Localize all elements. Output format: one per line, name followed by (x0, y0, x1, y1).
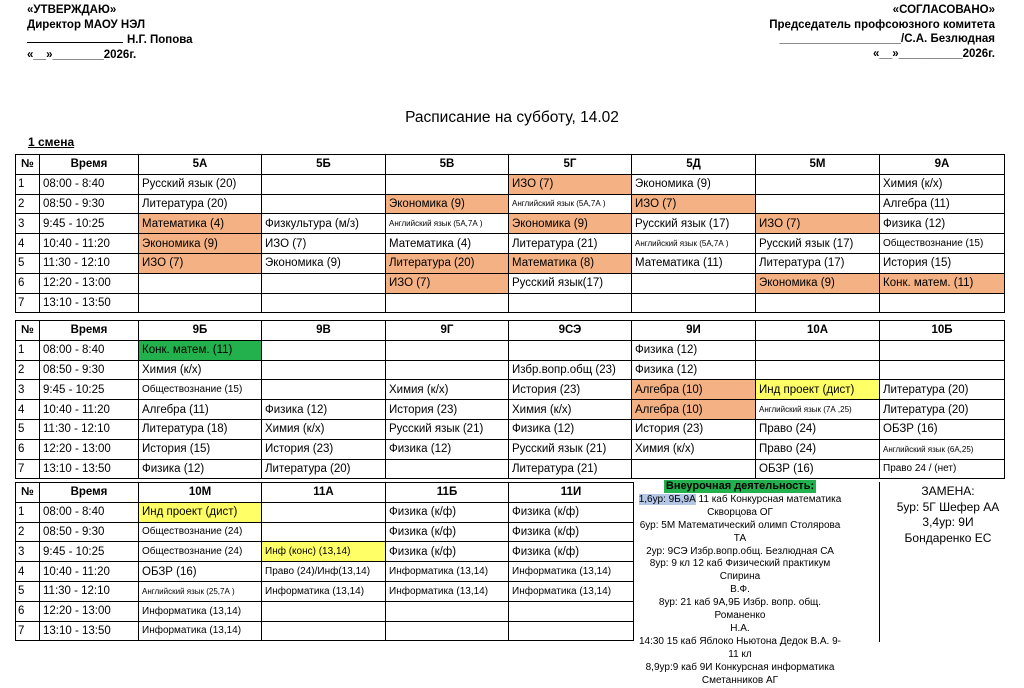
header-class: 10Б (880, 321, 1005, 341)
extracurricular-line: 14:30 15 каб Яблоко Ньютона Дедок В.А. 9-11 кл (638, 635, 842, 660)
lesson-cell: Химия (к/х) (509, 400, 632, 420)
lesson-cell: Литература (20) (880, 400, 1005, 420)
page-title: Расписание на субботу, 14.02 (405, 109, 619, 126)
lesson-cell: История (15) (880, 253, 1005, 273)
lesson-cell: Алгебра (10) (632, 380, 756, 400)
lesson-cell: Избр.вопр.общ (23) (509, 360, 632, 380)
lesson-cell (139, 293, 262, 313)
lesson-number: 1 (16, 340, 40, 360)
header-class: 5Б (262, 155, 386, 175)
table-row (16, 459, 1005, 479)
lesson-cell: Физика (12) (509, 419, 632, 439)
lesson-cell: История (23) (262, 439, 386, 459)
header-time: Время (40, 483, 139, 503)
lesson-cell (756, 293, 880, 313)
lesson-time: 9:45 - 10:25 (40, 214, 139, 234)
table-row (16, 581, 634, 601)
lesson-cell: Литература (21) (509, 459, 632, 479)
table-row (16, 234, 1005, 254)
lesson-time: 10:40 - 11:20 (40, 562, 139, 582)
lesson-cell: Русский язык(17) (509, 273, 632, 293)
lesson-number: 5 (16, 581, 40, 601)
table-header-row (16, 321, 1005, 341)
lesson-cell: Химия (к/х) (632, 439, 756, 459)
lesson-time: 11:30 - 12:10 (40, 253, 139, 273)
extracurricular-line: 8ур: 21 каб 9А,9Б Избр. вопр. общ. Романенко (658, 597, 822, 622)
lesson-number: 7 (16, 459, 40, 479)
extracurricular-line: 8ур: 9 кл 12 каб Физический практикум Спирина (649, 558, 831, 583)
lesson-cell: Математика (8) (509, 253, 632, 273)
lesson-cell: ОБЗР (16) (756, 459, 880, 479)
header-class: 5М (756, 155, 880, 175)
lesson-cell (386, 293, 509, 313)
lesson-time: 9:45 - 10:25 (40, 380, 139, 400)
substitution-line: 5ур: 5Г Шефер АА (896, 499, 1000, 514)
lesson-cell: Английский язык (5А,7А ) (509, 194, 632, 214)
lesson-cell (880, 293, 1005, 313)
header-class: 5Д (632, 155, 756, 175)
table-row (16, 293, 1005, 313)
lesson-cell: Информатика (13,14) (262, 581, 386, 601)
lesson-cell: Информатика (13,14) (139, 621, 262, 641)
lesson-cell: Экономика (9) (509, 214, 632, 234)
lesson-cell (386, 174, 509, 194)
header-number: № (16, 483, 40, 503)
lesson-cell: Физика (к/ф) (386, 542, 509, 562)
lesson-cell: ИЗО (7) (386, 273, 509, 293)
extracurricular-line: Сметанников АГ (701, 674, 779, 686)
lesson-cell: Математика (4) (139, 214, 262, 234)
lesson-cell (756, 340, 880, 360)
lesson-number: 3 (16, 214, 40, 234)
header-class: 9А (880, 155, 1005, 175)
lesson-time: 13:10 - 13:50 (40, 621, 139, 641)
extracurricular-highlight: 1,6ур: 9Б,9А (638, 493, 696, 505)
header-number: № (16, 321, 40, 341)
lesson-cell: История (23) (386, 400, 509, 420)
lesson-cell: Физика (к/ф) (509, 522, 634, 542)
lesson-cell: Экономика (9) (386, 194, 509, 214)
lesson-cell (262, 621, 386, 641)
lesson-cell: Английский язык (5А,7А ) (386, 214, 509, 234)
lesson-cell: Экономика (9) (756, 273, 880, 293)
lesson-cell: Информатика (13,14) (386, 562, 509, 582)
table-row (16, 562, 634, 582)
lesson-cell: Химия (к/х) (880, 174, 1005, 194)
lesson-cell: Физика (12) (632, 340, 756, 360)
lesson-cell: Химия (к/х) (386, 380, 509, 400)
lesson-cell (632, 459, 756, 479)
lesson-number: 7 (16, 621, 40, 641)
lesson-cell: Право (24) (756, 439, 880, 459)
header-class: 10М (139, 483, 262, 503)
lesson-time: 13:10 - 13:50 (40, 459, 139, 479)
agreement-position: Председатель профсоюзного комитета (769, 18, 995, 31)
lesson-cell: Экономика (9) (139, 234, 262, 254)
lesson-time: 12:20 - 13:00 (40, 439, 139, 459)
lesson-cell (262, 293, 386, 313)
lesson-number: 4 (16, 400, 40, 420)
header-class: 11А (262, 483, 386, 503)
lesson-cell: ОБЗР (16) (880, 419, 1005, 439)
lesson-cell: История (23) (632, 419, 756, 439)
table-row (16, 380, 1005, 400)
table-row (16, 174, 1005, 194)
shift-label: 1 смена (28, 135, 75, 149)
lesson-cell: Физика (12) (386, 439, 509, 459)
lesson-cell: Химия (к/х) (139, 360, 262, 380)
agreement-date: «__»__________2026г. (873, 47, 995, 60)
lesson-cell: Литература (21) (509, 234, 632, 254)
lesson-cell: ОБЗР (16) (139, 562, 262, 582)
lesson-cell: Инд проект (дист) (756, 380, 880, 400)
lesson-number: 2 (16, 360, 40, 380)
lesson-cell: История (23) (509, 380, 632, 400)
header-class: 9И (632, 321, 756, 341)
lesson-cell: Физкультура (м/з) (262, 214, 386, 234)
lesson-number: 5 (16, 253, 40, 273)
table-row (16, 340, 1005, 360)
lesson-number: 3 (16, 542, 40, 562)
header-number: № (16, 155, 40, 175)
lesson-cell: Экономика (9) (632, 174, 756, 194)
header-class: 11И (509, 483, 634, 503)
lesson-cell (509, 601, 634, 621)
lesson-cell: Литература (20) (262, 459, 386, 479)
lesson-time: 08:00 - 8:40 (40, 340, 139, 360)
lesson-time: 08:50 - 9:30 (40, 522, 139, 542)
lesson-time: 10:40 - 11:20 (40, 400, 139, 420)
lesson-cell (509, 621, 634, 641)
lesson-number: 6 (16, 601, 40, 621)
schedule-table-grades-5-9a (15, 154, 1005, 313)
lesson-cell: Русский язык (20) (139, 174, 262, 194)
lesson-cell: Математика (11) (632, 253, 756, 273)
lesson-time: 08:00 - 8:40 (40, 174, 139, 194)
lesson-cell: Право 24 / (нет) (880, 459, 1005, 479)
lesson-cell (386, 360, 509, 380)
lesson-cell: Английский язык (5А,7А ) (632, 234, 756, 254)
lesson-cell (509, 340, 632, 360)
lesson-cell: Физика (к/ф) (509, 542, 634, 562)
table-row (16, 439, 1005, 459)
lesson-cell: Русский язык (21) (509, 439, 632, 459)
table-row (16, 601, 634, 621)
lesson-cell: ИЗО (7) (139, 253, 262, 273)
extracurricular-line: Скворцова ОГ (707, 506, 773, 518)
lesson-cell (632, 293, 756, 313)
lesson-time: 9:45 - 10:25 (40, 542, 139, 562)
extracurricular-line: 2ур: 9СЭ Избр.вопр.общ. Безлюдная СА (646, 545, 834, 557)
extracurricular-line: Н.А. (730, 622, 750, 634)
lesson-cell: Физика (12) (262, 400, 386, 420)
lesson-cell (509, 293, 632, 313)
lesson-cell: ИЗО (7) (262, 234, 386, 254)
lesson-cell: Английский язык (7А ,25) (756, 400, 880, 420)
lesson-cell (262, 522, 386, 542)
lesson-cell: Русский язык (17) (632, 214, 756, 234)
schedule-table-grades-9b-10b (15, 320, 1005, 479)
approval-block (27, 3, 193, 62)
lesson-cell (756, 194, 880, 214)
lesson-cell (386, 340, 509, 360)
lesson-cell: ИЗО (7) (756, 214, 880, 234)
lesson-cell (262, 340, 386, 360)
header-time: Время (40, 321, 139, 341)
lesson-time: 08:00 - 8:40 (40, 502, 139, 522)
substitution-title: ЗАМЕНА: (921, 484, 975, 498)
lesson-cell: Физика (к/ф) (386, 502, 509, 522)
lesson-cell: Право (24)/Инф(13,14) (262, 562, 386, 582)
substitution-notes (878, 484, 1018, 546)
header-class: 9Г (386, 321, 509, 341)
header-class: 9Б (139, 321, 262, 341)
substitution-line: 3,4ур: 9И (922, 515, 974, 529)
lesson-number: 2 (16, 522, 40, 542)
lesson-cell: История (15) (139, 439, 262, 459)
lesson-cell: Конк. матем. (11) (880, 273, 1005, 293)
table-row (16, 542, 634, 562)
lesson-cell (880, 360, 1005, 380)
table-row (16, 502, 634, 522)
header-class: 5А (139, 155, 262, 175)
lesson-time: 10:40 - 11:20 (40, 234, 139, 254)
lesson-number: 6 (16, 273, 40, 293)
lesson-cell: Физика (12) (880, 214, 1005, 234)
lesson-cell: Физика (к/ф) (386, 522, 509, 542)
lesson-cell (756, 174, 880, 194)
lesson-cell: Инд проект (дист) (139, 502, 262, 522)
lesson-cell: Математика (4) (386, 234, 509, 254)
extracurricular-line: В.Ф. (730, 584, 750, 596)
lesson-cell (756, 360, 880, 380)
table-row (16, 522, 634, 542)
lesson-cell (262, 360, 386, 380)
approval-label: «УТВЕРЖДАЮ» (27, 4, 117, 16)
schedule-table-grades-10m-11i (15, 482, 634, 641)
signature-line (27, 32, 123, 43)
lesson-time: 13:10 - 13:50 (40, 293, 139, 313)
lesson-number: 5 (16, 419, 40, 439)
header-class: 9СЭ (509, 321, 632, 341)
lesson-cell: Английский язык (25,7А ) (139, 581, 262, 601)
lesson-cell (880, 340, 1005, 360)
lesson-cell: ИЗО (7) (509, 174, 632, 194)
lesson-time: 08:50 - 9:30 (40, 360, 139, 380)
extracurricular-notes (635, 480, 845, 688)
lesson-time: 12:20 - 13:00 (40, 601, 139, 621)
lesson-number: 7 (16, 293, 40, 313)
lesson-time: 11:30 - 12:10 (40, 581, 139, 601)
table-row (16, 360, 1005, 380)
approval-year: 2026г. (103, 48, 137, 61)
lesson-cell: Литература (20) (139, 194, 262, 214)
table-row (16, 400, 1005, 420)
lesson-number: 1 (16, 174, 40, 194)
header-class: 5Г (509, 155, 632, 175)
lesson-cell (262, 194, 386, 214)
lesson-cell (262, 174, 386, 194)
table-row (16, 419, 1005, 439)
extracurricular-title: Внеурочная деятельность: (665, 480, 815, 492)
lesson-cell: Физика (12) (139, 459, 262, 479)
agreement-name: ___________________/С.А. Безлюдная (779, 33, 995, 45)
lesson-cell: Литература (17) (756, 253, 880, 273)
lesson-cell: Алгебра (11) (139, 400, 262, 420)
lesson-number: 2 (16, 194, 40, 214)
lesson-cell (632, 273, 756, 293)
lesson-cell: Английский язык (6А,25) (880, 439, 1005, 459)
approval-name: Н.Г. Попова (127, 34, 193, 46)
lesson-number: 1 (16, 502, 40, 522)
lesson-cell (262, 601, 386, 621)
agreement-block (769, 3, 995, 61)
header-class: 5В (386, 155, 509, 175)
lesson-cell: Обществознание (24) (139, 542, 262, 562)
lesson-cell: Право (24) (756, 419, 880, 439)
table-row (16, 194, 1005, 214)
lesson-cell (386, 601, 509, 621)
lesson-cell (139, 273, 262, 293)
header-class: 9В (262, 321, 386, 341)
lesson-cell (386, 621, 509, 641)
lesson-cell (262, 502, 386, 522)
lesson-cell (262, 273, 386, 293)
lesson-cell: Литература (20) (386, 253, 509, 273)
lesson-cell: Алгебра (10) (632, 400, 756, 420)
extracurricular-line: 11 каб Конкурсная математика (695, 493, 842, 505)
header-time: Время (40, 155, 139, 175)
lesson-number: 6 (16, 439, 40, 459)
approval-date: «__»________ (27, 48, 104, 61)
lesson-cell (262, 380, 386, 400)
lesson-cell: Конк. матем. (11) (139, 340, 262, 360)
approval-position: Директор МАОУ НЭЛ (27, 18, 146, 31)
header-class: 10А (756, 321, 880, 341)
lesson-time: 12:20 - 13:00 (40, 273, 139, 293)
agreement-label: «СОГЛАСОВАНО» (892, 4, 995, 16)
lesson-cell: Литература (18) (139, 419, 262, 439)
lesson-cell: Русский язык (17) (756, 234, 880, 254)
lesson-cell: Обществознание (24) (139, 522, 262, 542)
lesson-cell: Обществознание (15) (880, 234, 1005, 254)
lesson-time: 11:30 - 12:10 (40, 419, 139, 439)
lesson-cell (386, 459, 509, 479)
table-header-row (16, 483, 634, 503)
lesson-cell: Алгебра (11) (880, 194, 1005, 214)
table-header-row (16, 155, 1005, 175)
lesson-cell: Литература (20) (880, 380, 1005, 400)
extracurricular-line: 6ур: 5М Математический олимп Столярова ТА (639, 519, 841, 544)
lesson-cell: Русский язык (21) (386, 419, 509, 439)
lesson-cell: Физика (12) (632, 360, 756, 380)
table-row (16, 214, 1005, 234)
lesson-cell: ИЗО (7) (632, 194, 756, 214)
lesson-cell: Химия (к/х) (262, 419, 386, 439)
lesson-cell: Экономика (9) (262, 253, 386, 273)
table-row (16, 621, 634, 641)
table-row (16, 273, 1005, 293)
lesson-cell: Физика (к/ф) (509, 502, 634, 522)
lesson-cell: Инф (конс) (13,14) (262, 542, 386, 562)
lesson-cell: Информатика (13,14) (509, 562, 634, 582)
lesson-cell: Информатика (13,14) (509, 581, 634, 601)
extracurricular-line: 8,9ур:9 каб 9И Конкурсная информатика (645, 661, 835, 673)
lesson-cell: Обществознание (15) (139, 380, 262, 400)
lesson-number: 3 (16, 380, 40, 400)
lesson-cell: Информатика (13,14) (139, 601, 262, 621)
lesson-cell: Информатика (13,14) (386, 581, 509, 601)
substitution-line: Бондаренко ЕС (904, 530, 992, 545)
lesson-number: 4 (16, 234, 40, 254)
lesson-time: 08:50 - 9:30 (40, 194, 139, 214)
table-row (16, 253, 1005, 273)
lesson-number: 4 (16, 562, 40, 582)
header-class: 11Б (386, 483, 509, 503)
